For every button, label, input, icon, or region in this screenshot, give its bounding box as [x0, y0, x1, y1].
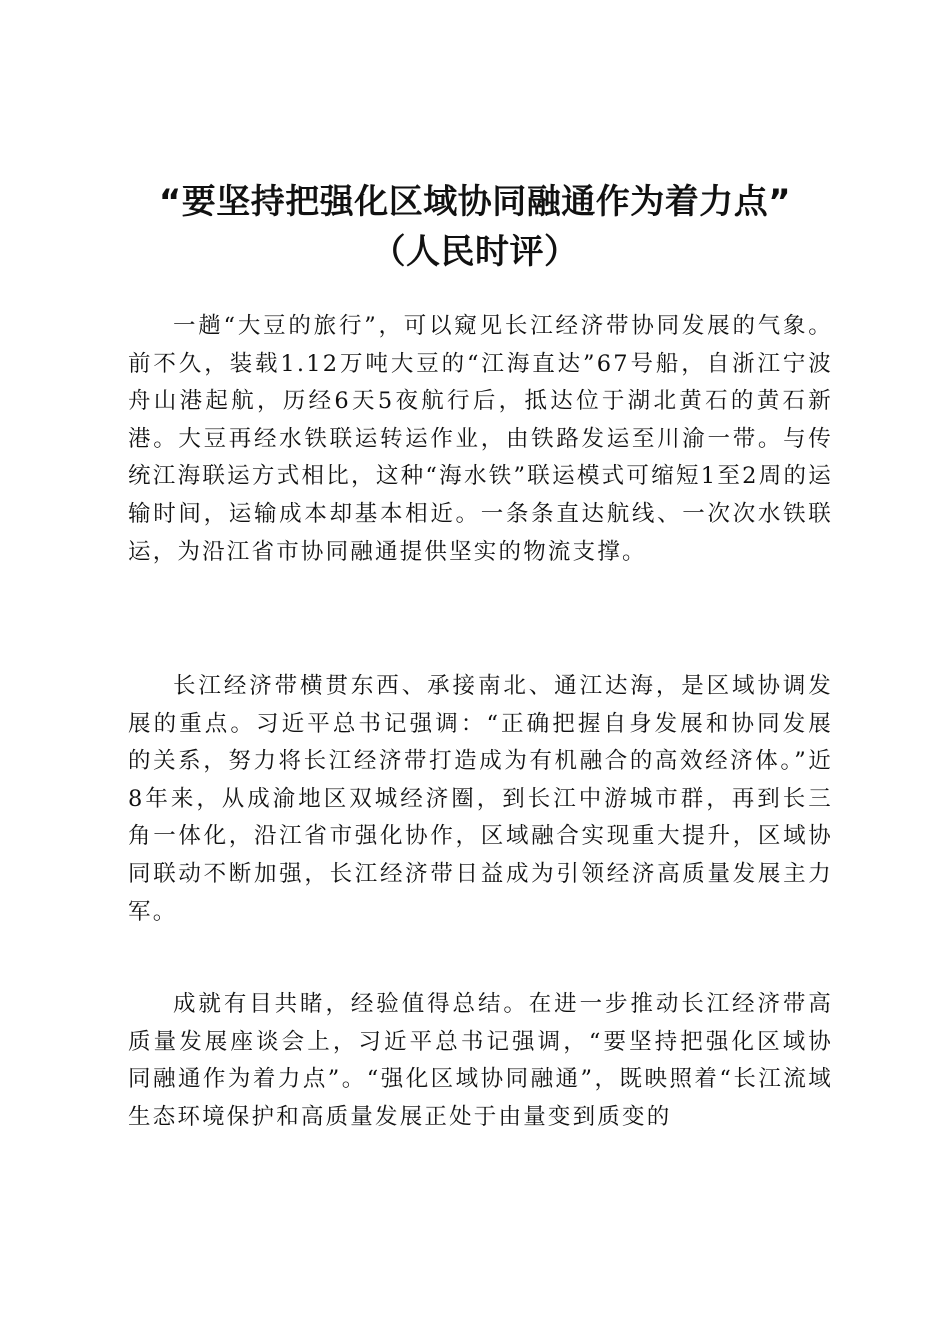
- paragraph-2-block: [128, 668, 833, 931]
- article-title: “要坚持把强化区域协同融通作为着力点”: [158, 182, 792, 222]
- paragraph-1-block: [128, 308, 833, 571]
- paragraph-3-block: [128, 986, 833, 1136]
- paragraph-1: 一趟“大豆的旅行”，可以窥见长江经济带协同发展的气象。前不久，装载1.12万吨大豆的“江海直达”67号船，自浙江宁波舟山港起航，历经6天5夜航行后，抵达位于湖北黄石的黄石新港。大豆再经水铁联运转运作业，由铁路发运至川渝一带。与传统江海联运方式相比，这种“海水铁”联运模式可缩短1至2周的运输时间，运输成本却基本相近。一条条直达航线、一次次水铁联运，为沿江省市协同融通提供坚实的物流支撑。: [128, 313, 833, 565]
- article-subtitle: （人民时评）: [371, 232, 579, 272]
- paragraph-2: 长江经济带横贯东西、承接南北、通江达海，是区域协调发展的重点。习近平总书记强调：“正确把握自身发展和协同发展的关系，努力将长江经济带打造成为有机融合的高效经济体。”近8年来，从成渝地区双城经济圈，到长江中游城市群，再到长三角一体化，沿江省市强化协作，区域融合实现重大提升，区域协同联动不断加强，长江经济带日益成为引领经济高质量发展主力军。: [128, 673, 833, 925]
- paragraph-3: 成就有目共睹，经验值得总结。在进一步推动长江经济带高质量发展座谈会上，习近平总书记强调，“要坚持把强化区域协同融通作为着力点”。“强化区域协同融通”，既映照着“长江流域生态环境保护和高质量发展正处于由量变到质变的: [128, 991, 833, 1130]
